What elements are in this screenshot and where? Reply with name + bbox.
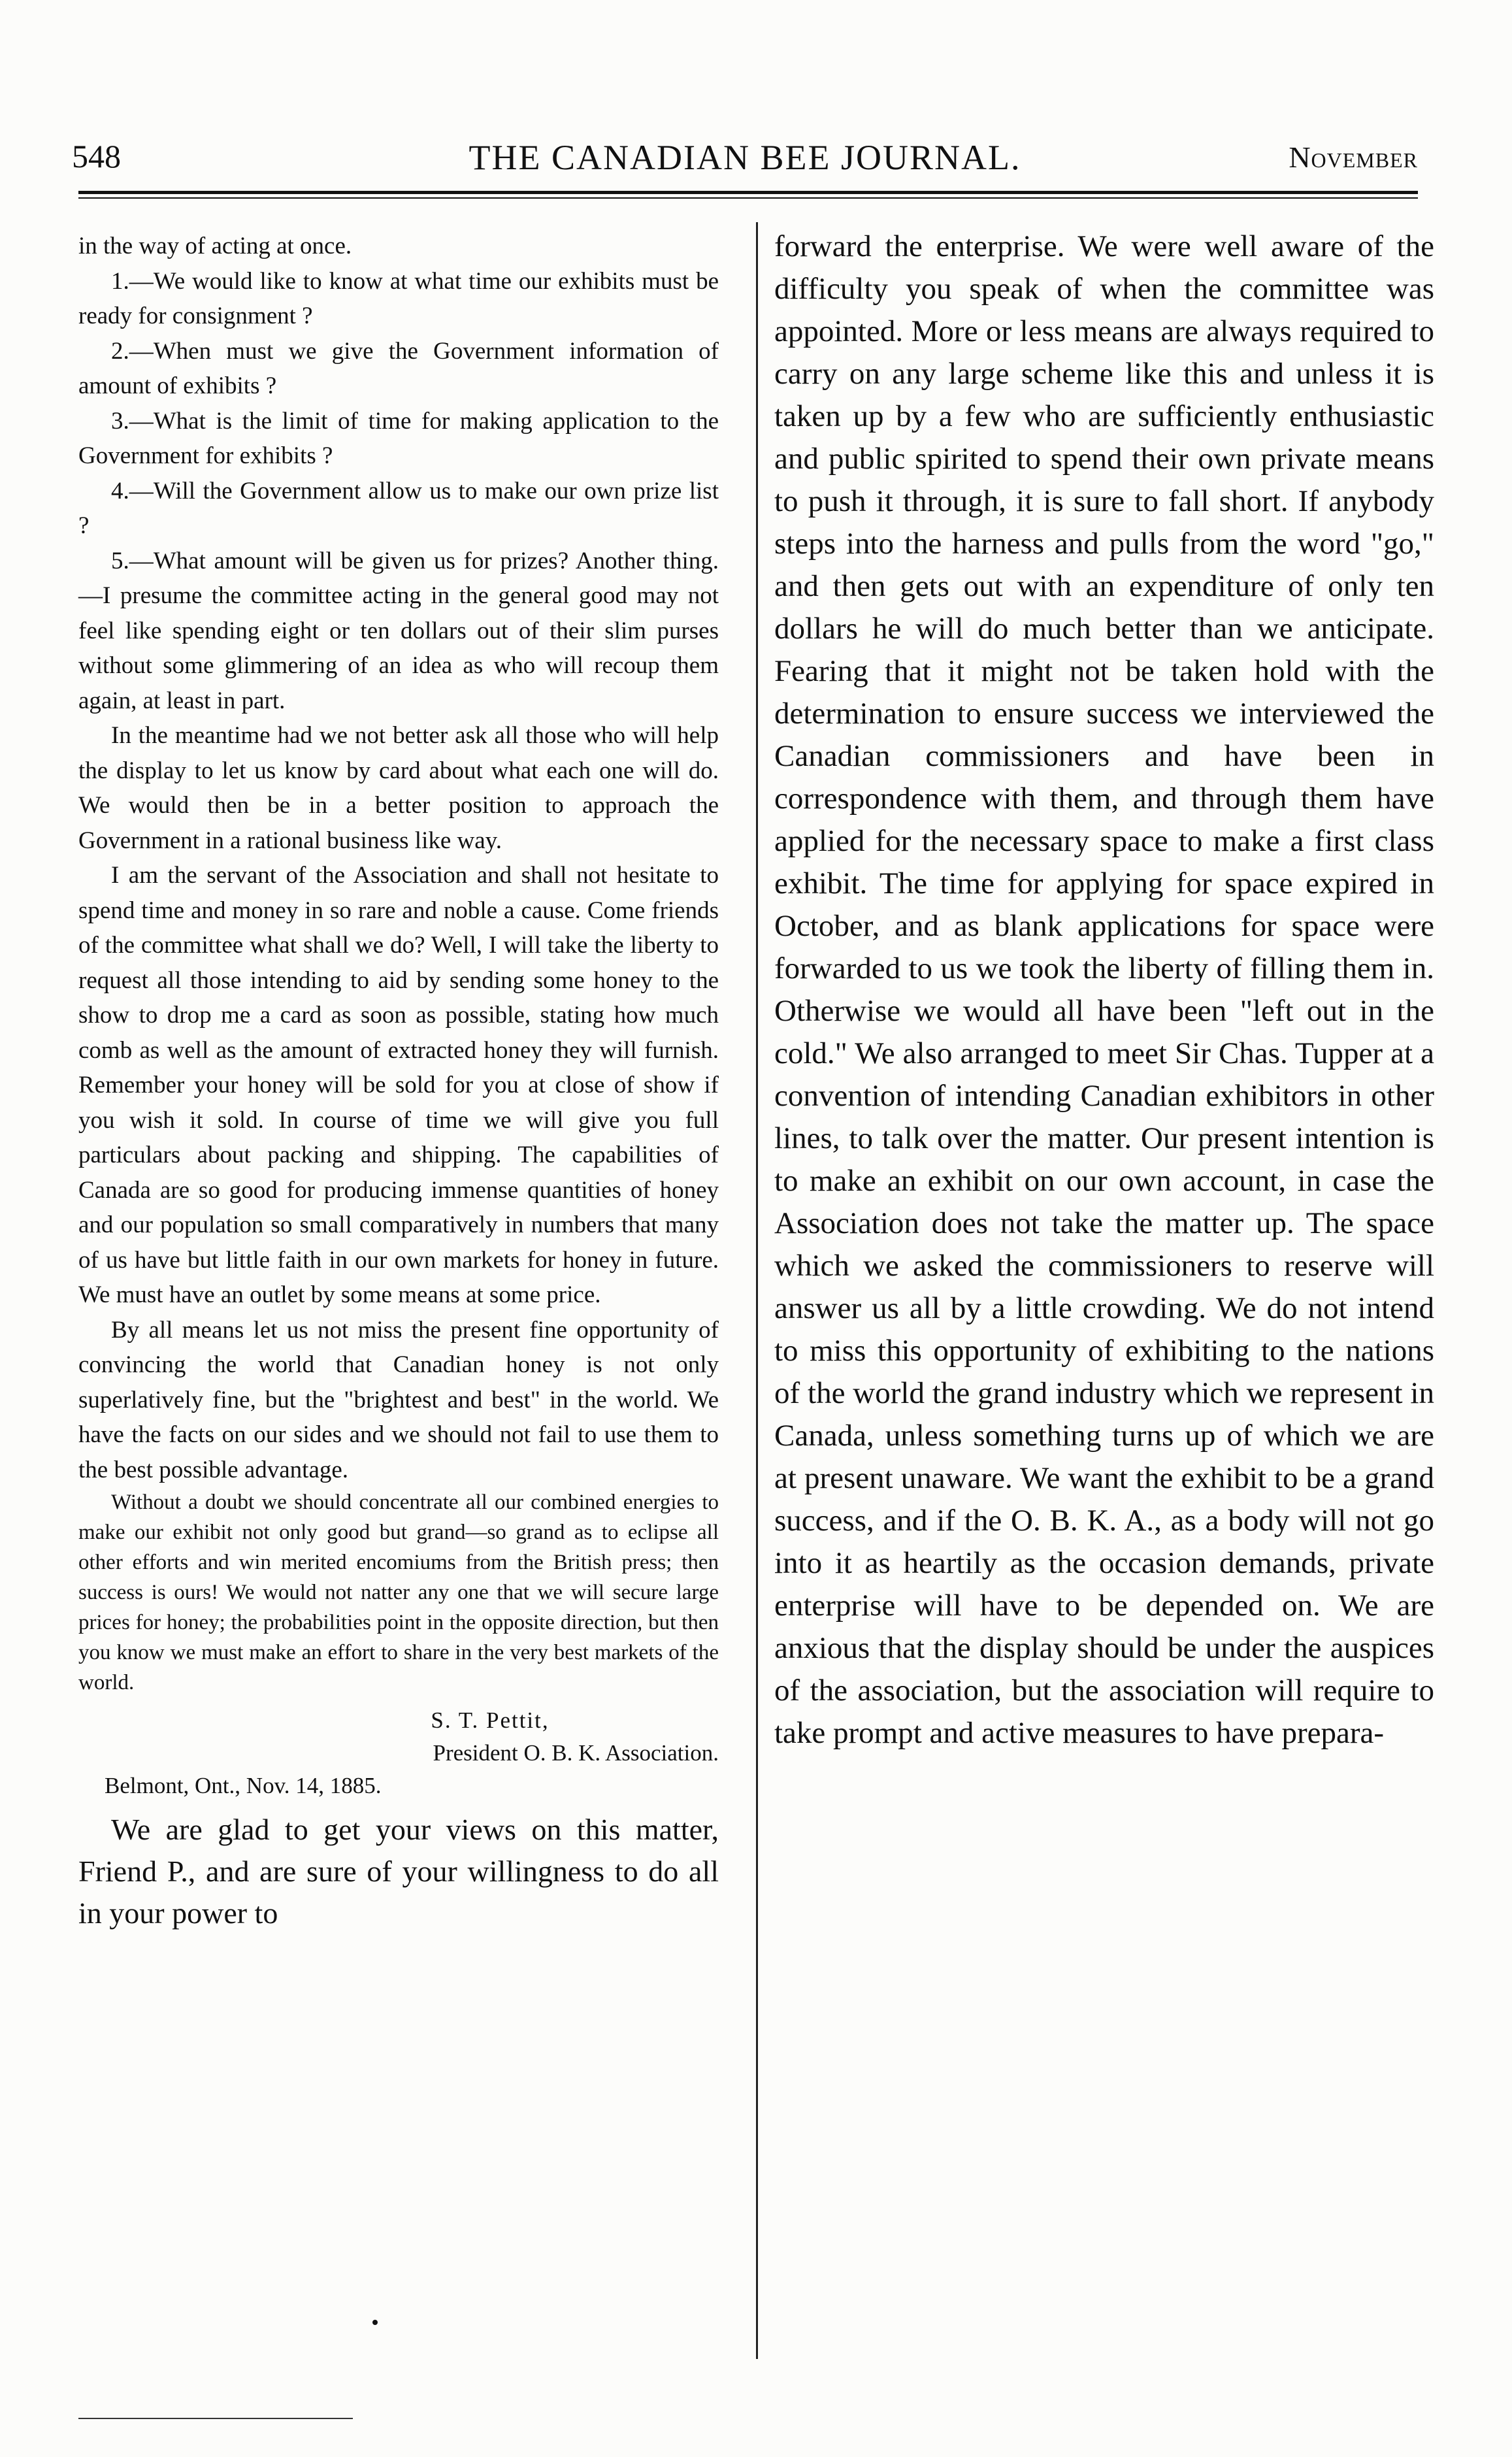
editor-reply: We are glad to get your views on this matter, Friend P., and are sure of your willingness to do all in your power to (78, 1813, 719, 1930)
page-number: 548 (72, 138, 121, 174)
paragraph: I am the servant of the Association and shall not hesitate to spend time and money in so rare and noble a cause. Come friends of the committee what shall we do? Well, I will take the liberty to request all those intending to aid by sending some honey to the show to drop me a card as soon as possible, stating how much comb as well as the amount of extracted honey they will furnish. Remember your honey will be sold for you at close of show if you wish it sold. In course of time we will give you full particulars about packing and shipping. The capabilities of Canada are so good for producing immense quantities of honey and our population so small comparatively in numbers that many of us have but little faith in our own markets for honey in future. We must have an outlet by some means at some price. (78, 862, 719, 1308)
left-column (78, 229, 719, 1934)
print-speck (372, 2320, 378, 2325)
paragraph: In the meantime had we not better ask all those who will help the display to let us know by card about what each one will do. We would then be in a better position to approach the Government in a rational business like way. (78, 722, 719, 854)
paragraph: By all means let us not miss the present fine opportunity of convincing the world that Canadian honey is not only superlatively fine, but the "brightest and best" in the world. We have the facts on our sides and we should not fail to use them to the best possible advantage. (78, 1316, 719, 1483)
question-4: 4.—Will the Government allow us to make our own prize list ? (78, 477, 719, 539)
month-label: November (1289, 140, 1418, 174)
question-1: 1.—We would like to know at what time our exhibits must be ready for consignment ? (78, 267, 719, 329)
header-rule-thin (78, 197, 1418, 199)
signature-name: S. T. Pettit, (431, 1707, 550, 1733)
paragraph: in the way of acting at once. (78, 233, 352, 259)
signature-title: President O. B. K. Association. (433, 1740, 719, 1766)
column-divider (756, 222, 758, 2359)
paragraph: Without a doubt we should concentrate all our combined energies to make our exhibit not only good but grand—so grand as to eclipse all other efforts and win merited encomiums from the British press; then success is ours! We would not natter any one that we will secure large prices for honey; the probabilities point in the opposite direction, but then you know we must make an effort to share in the very best markets of the world. (78, 1491, 719, 1694)
signature-block (78, 1704, 719, 1802)
question-5: 5.—What amount will be given us for prizes? Another thing.—I presume the committee acting in the general good may not feel like spending eight or ten dollars out of their slim purses without some glimmering of an idea as who will recoup them again, at least in part. (78, 547, 719, 714)
signature-place-date: Belmont, Ont., Nov. 14, 1885. (105, 1773, 382, 1798)
footer-rule (78, 2418, 353, 2419)
right-column (774, 225, 1434, 1755)
question-2: 2.—When must we give the Government information of amount of exhibits ? (78, 337, 719, 399)
question-3: 3.—What is the limit of time for making application to the Government for exhibits ? (78, 407, 719, 469)
journal-title: THE CANADIAN BEE JOURNAL. (468, 138, 1021, 177)
page-header (72, 137, 1418, 183)
header-rule (78, 191, 1418, 194)
paragraph: forward the enterprise. We were well aware of the difficulty you speak of when the committee was appointed. More or less means are always required to carry on any large scheme like this and unless it is taken up by a few who are sufficiently enthusiastic and public spirited to spend their own private means to push it through, it is sure to fall short. If anybody steps into the harness and pulls from the word "go," and then gets out with an expenditure of only ten dollars he will do much better than we anticipate. Fearing that it might not be taken hold with the determination to ensure success we interviewed the Canadian commissioners and have been in correspondence with them, and through them have applied for the necessary space to make a first class exhibit. The time for applying for space expired in October, and as blank applications for space were forwarded to us we took the liberty of filling them in. Otherwise we would all have been "left out in the cold." We also arranged to meet Sir Chas. Tupper at a convention of intending Canadian exhibitors in other lines, to talk over the matter. Our present intention is to make an exhibit on our own account, in case the Association does not take the matter up. The space which we asked the commissioners to reserve will answer us all by a little crowding. We do not intend to miss this opportunity of exhibiting to the nations of the world the grand industry which we represent in Canada, unless something turns up of which we are at present unaware. We want the exhibit to be a grand success, and if the O. B. K. A., as a body will not go into it as heartily as the occasion demands, private enterprise will have to be depended on. We are anxious that the display should be under the auspices of the association, but the association will require to take prompt and active measures to have prepara- (774, 229, 1434, 1750)
